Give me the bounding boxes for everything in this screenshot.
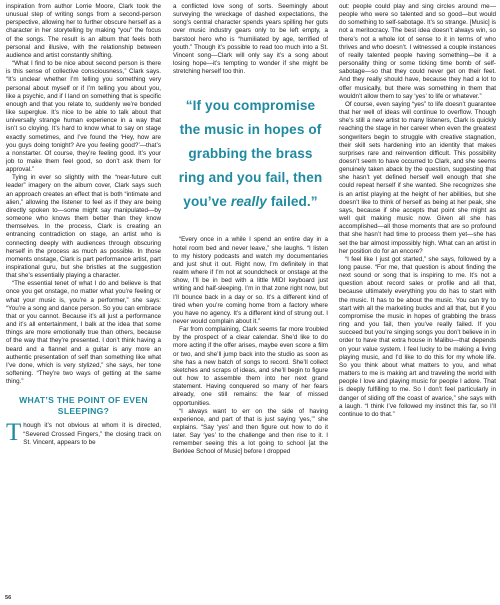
- section-subheading: WHAT’S THE POINT OF EVEN SLEEPING?: [19, 395, 148, 416]
- paragraph: “What I find to be nice about second person is there is this sense of collective consciousness,” Clark says. “It’s unclear whether I’m telling you something very personal about myself or if I’m telling you about you, like a psychic, and if I land on something that is specific enough and that you relate to, suddenly we’re bonded like superglue. It’s nice to be able to talk about that universally strange human experience in a way that isn’t so cloying. It’s hard to know what to say on stage exactly sometimes, and I’ve found the ‘Hey, how are you guys doing tonight? Are you feeling good?’—that’s a nonstarter. Of course, they’re feeling good. It’s your job to make them feel good, so don’t ask them for approval.”: [6, 60, 161, 174]
- paragraph-text: hough it’s not obvious at whom it is directed, “Severed Crossed Fingers,” the closing track on St. Vincent, appears to be: [23, 422, 161, 446]
- drop-cap: T: [6, 419, 22, 447]
- paragraph: “I always want to err on the side of having experience, and part of that is just saying ‘yes,’” she explains. “Say ‘yes’ and then figure out how to do it later. Say ‘yes’ to the challenge and then rise to it. I remember seeing this a lot going to school [at the Berklee School of Music] before I dropped: [173, 407, 328, 456]
- paragraph: a conflicted love song of sorts. Seemingly about surveying the wreckage of dashed expectations, the song’s central character spends years spilling her guts over music industry gears only to be left empty, a barstool hero who is “humiliated by age, terrified of youth.” Though it’s possible to read too much into a St. Vincent song—Clark will only say it’s a song about losing hope—it’s tempting to wonder if she might be stretching herself too thin.: [173, 3, 328, 76]
- paragraph: Of course, even saying “yes” to life doesn’t guarantee that her well of ideas will continue to overflow. Though she’s still a new artist to many listeners, Clark is quickly reaching the stage in her career when even the greatest songwriters begin to struggle with creative stagnation, their skill sets hardening into an identity that makes surprises rare and reinvention difficult. This possibility doesn’t seem to have occurred to Clark, and she seems genuinely taken aback by the question, suggesting that she hasn’t yet defined herself well enough that she could repeat herself if she wanted. She recognizes she is an artist playing at the height of her abilities, but she doesn’t like to think of herself as being at her peak, she says, because if she accepts that point she might as well quit making music now. Given all she has accomplished—all those moments that are so profound that she hasn’t had time to process them yet—she has set the bar almost impossibly high. What can an artist in her position do for an encore?: [339, 100, 496, 255]
- paragraph: inspiration from author Lorrie Moore, Clark took the unusual step of writing songs from a second-person perspective, allowing her to further obscure herself as a character in her storytelling by making “you” the focus of the songs. The result is an album that feels both personal and illusive, with the relationship between audience and artist constantly shifting.: [6, 3, 161, 59]
- article-columns: [6, 3, 496, 591]
- page-number: 56: [5, 595, 12, 601]
- paragraph: “Every once in a while I spend an entire day in a hotel room bed and never leave,” she laughs. “I listen to my history podcasts and watch my documentaries and just shut it out. Right now, I’m definitely in that realm where if I’m not at soundcheck or onstage at the show, I’ll be in bed with a little MIDI keyboard just writing and half-sleeping. I’m in that zone right now, but I’ll bounce back in a day or so. It’s a different kind of tired when you’re coming home from a factory where you have no agency. It’s a different kind of strung out. I never would complain about it.”: [173, 236, 328, 325]
- paragraph: “I feel like I just got started,” she says, followed by a long pause. “For me, that question is about finding the next sound or song that is inspiring to me. It’s not a question about record sales or profile and all that, because ultimately everything you do has to start with the music. It has to be about the music. You can try to start with all the marketing bucks and all that, but if you compromise the music in hopes of grabbing the brass ring and you fail, then you’ve really failed. If you succeed but you’re singing songs you don’t believe in in order to have that extra house in Malibu—that depends on your value system. I feel lucky to be making a living playing music, and I’d like to do this for my whole life. So you think about what matters to you, and what matters to me is making art and traveling the world with people I love and playing music for people I adore. That is deeply fulfilling to me. So I don’t feel particularly in danger of sliding off the coast of avarice,” she says with a laugh. “I think I’ve followed my instinct this far, so I’ll continue to do that.”: [339, 255, 496, 418]
- paragraph: out: people could play and sing circles around me—people who were so talented and so good—but would do something to self-sabotage. It’s so strange. [Music] is not a meritocracy. The best idea doesn’t always win, so there’s not a whole lot of sense to it in terms of who thrives and who doesn’t. I witnessed a couple instances of really talented people having something—be it a personality thing or some ticking time bomb of self-sabotage—so that they could never get on their feet. And they really should have, because they had a lot to offer musically, but there was something in them that wouldn’t allow them to say ‘yes’ to life or whatever.”: [339, 3, 496, 100]
- column-2: [173, 3, 328, 591]
- pull-quote-text: “If you compromise the music in hopes of grabbing the brass ring and you fail, then you’ve: [178, 98, 323, 210]
- pull-quote-emphasis: really: [230, 194, 267, 210]
- column-1: [6, 3, 161, 591]
- magazine-page: [6, 3, 496, 593]
- column-3: [339, 3, 496, 591]
- paragraph: Far from complaining, Clark seems far more troubled by the prospect of a clear calendar. She’d like to do more acting if the offer arises, maybe even score a film or two, and she’ll jump back into the studio as soon as she has a new batch of songs to record. She’ll collect sketches and scraps of ideas, and she’ll begin to figure out how to assemble them into her next grand statement. Having conquered so many of her fears already, one still remains: the fear of missed opportunities.: [173, 326, 328, 407]
- paragraph-dropcap: [6, 419, 161, 447]
- paragraph: Tying in ever so slightly with the “near-future cult leader” imagery on the album cover, Clark says such an approach creates an effect that is both “intimate and alien,” allowing the listener to feel as if they are being directly spoken to—some might say manipulated—by someone who knows them better than they know themselves. In the process, Clark is creating an entrancing contradiction on stage, an artist who is connecting deeply with audiences through obscuring herself in the process as much as possible. In those moments onstage, Clark is part performance artist, part inspirational guru, but she bristles at the suggestion that she’s essentially playing a character.: [6, 174, 161, 280]
- pull-quote-text-end: failed.”: [266, 194, 318, 210]
- paragraph: “The essential tenet of what I do and believe is that once you get onstage, no matter what you’re feeling or what your music is, you’re a performer,” she says: “You’re a song and dance person. So you can embrace that or you cannot. Because it’s all just a performance and it’s all entertainment, I balk at the idea that some things are more emotionally true than others, because of the way that they’re presented. I don’t think having a beard and a flannel and a guitar is any more an authentic presentation of self than something like what I’ve done, which is very stylized,” she says, her tone softening. “They’re two ways of getting at the same thing.”: [6, 280, 161, 386]
- pull-quote: [177, 94, 324, 214]
